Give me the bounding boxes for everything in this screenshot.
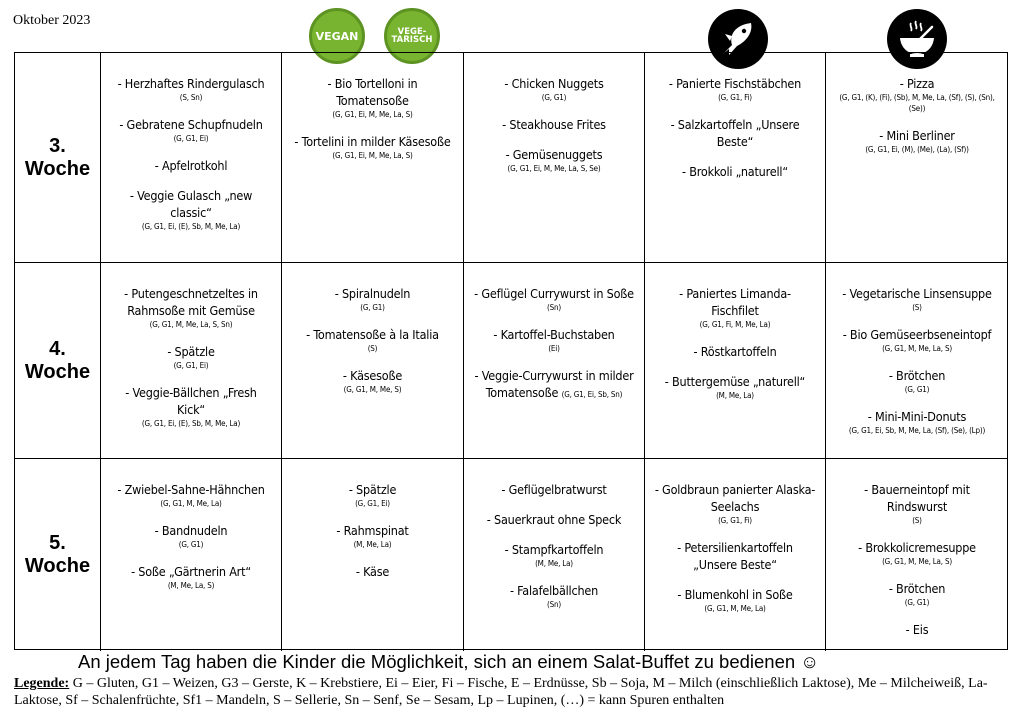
menu-item [826, 127, 1008, 155]
dish-name: - Apfelrotkohl [154, 158, 228, 173]
menu-item [645, 539, 825, 573]
menu-item [826, 326, 1008, 354]
dish-name: - Veggie Gulasch „new classic“ [129, 188, 253, 220]
menu-item [101, 563, 281, 591]
menu-item [282, 75, 463, 120]
allergen-codes: (G, G1) [904, 598, 930, 607]
day-cell [101, 53, 282, 263]
allergen-codes: (M, Me, La) [535, 559, 573, 568]
allergen-codes: (G, G1, Fi) [718, 516, 752, 525]
day-cell [826, 53, 1008, 263]
dish-name: - Chicken Nuggets [504, 76, 604, 91]
menu-item [645, 75, 825, 103]
allergen-codes: (G, G1) [904, 385, 930, 394]
allergen-codes: (G, G1, Ei) [173, 361, 209, 370]
dish-name: - Zwiebel-Sahne-Hähnchen [117, 482, 265, 497]
dish-name: - Käse [355, 564, 390, 579]
menu-item [826, 285, 1008, 313]
legend-title: Legende: [14, 676, 70, 691]
allergen-codes: (G, G1, Ei, Sb, M, Me, La, (Sf), (Se), (Lp)) [848, 426, 986, 435]
allergen-codes: (G, G1, Ei) [173, 134, 209, 143]
menu-item [464, 367, 644, 403]
allergen-codes: (G, G1, Ei, Sb, Sn) [561, 390, 623, 399]
day-cell [464, 459, 645, 651]
menu-item [826, 408, 1008, 436]
menu-item [101, 481, 281, 509]
menu-item [101, 384, 281, 429]
dish-name: - Bio Tortelloni in Tomatensoße [327, 76, 418, 108]
allergen-codes: (G, G1, M, Me, La, S) [882, 344, 952, 353]
week-label [15, 459, 101, 651]
menu-item [101, 187, 281, 232]
day-cell [645, 459, 826, 651]
week-number: 4. Woche [24, 337, 91, 383]
dish-name: - Steakhouse Frites [502, 117, 606, 132]
menu-item [826, 539, 1008, 567]
menu-item [645, 481, 825, 526]
allergen-codes: (S) [912, 303, 922, 312]
dish-name: - Falafelbällchen [509, 583, 599, 598]
dish-name: - Bandnudeln [154, 523, 228, 538]
allergen-codes: (G, G1, Ei, (E), Sb, M, Me, La) [141, 419, 241, 428]
menu-item [826, 481, 1008, 526]
week-label [15, 263, 101, 459]
dish-name: - Bio Gemüseerbseneintopf [842, 327, 992, 342]
dish-name: - Paniertes Limanda-Fischfilet [679, 286, 791, 318]
day-cell [101, 263, 282, 459]
menu-item [464, 285, 644, 313]
vegan-badge-label: VEGAN [315, 29, 359, 43]
menu-item [826, 580, 1008, 608]
menu-item [464, 146, 644, 174]
menu-item [464, 541, 644, 569]
menu-item [645, 343, 825, 360]
menu-item [101, 343, 281, 371]
day-cell [282, 263, 464, 459]
allergen-codes: (G, G1, Fi, M, Me, La) [699, 320, 771, 329]
menu-item [645, 285, 825, 330]
dish-name: - Goldbraun panierter Alaska-Seelachs [654, 482, 816, 514]
allergen-codes: (G, G1, Ei, (E), Sb, M, Me, La) [141, 222, 241, 231]
dish-name: - Spätzle [348, 482, 397, 497]
week-number: 3. Woche [24, 134, 91, 180]
dish-name: - Eis [905, 622, 929, 637]
allergen-codes: (G, G1) [360, 303, 385, 312]
dish-name: - Gebratene Schupfnudeln [119, 117, 263, 132]
allergen-codes: (G, G1, Ei, (M), (Me), (La), (Sf)) [865, 145, 969, 154]
dish-name-with-allergens [464, 367, 644, 403]
dish-name: - Spiralnudeln [334, 286, 411, 301]
dish-name: - Salzkartoffeln „Unsere Beste“ [670, 117, 800, 149]
dish-name: - Geflügel Currywurst in Soße [474, 286, 634, 301]
dish-name: - Brötchen [888, 368, 946, 383]
dish-name: - Käsesoße [342, 368, 403, 383]
dish-name: - Vegetarische Linsensuppe [842, 286, 992, 301]
dish-name: - Sauerkraut ohne Speck [486, 512, 622, 527]
dish-name: - Rahmspinat [336, 523, 409, 538]
day-cell [282, 459, 464, 651]
allergen-codes: (G, G1, M, Me, S) [343, 385, 402, 394]
menu-item [464, 582, 644, 610]
allergen-codes: (G, G1, M, Me, La, S, Sn) [149, 320, 233, 329]
dish-name: - Brokkoli „naturell“ [682, 164, 788, 179]
dish-name: - Brokkolicremesuppe [858, 540, 976, 555]
menu-item [464, 481, 644, 498]
menu-item [101, 75, 281, 103]
dish-name: - Mini-Mini-Donuts [867, 409, 967, 424]
allergen-codes: (G, G1) [541, 93, 567, 102]
dish-name: - Röstkartoffeln [693, 344, 777, 359]
allergen-codes: (Sn) [547, 600, 561, 609]
dish-name: - Kartoffel-Buchstaben [493, 327, 615, 342]
menu-item [282, 367, 463, 395]
dish-name: - Veggie-Bällchen „Fresh Kick“ [125, 385, 257, 417]
day-cell [645, 263, 826, 459]
menu-item [464, 116, 644, 133]
menu-item [282, 563, 463, 580]
menu-item [645, 116, 825, 150]
dish-name: - Spätzle [167, 344, 215, 359]
day-cell [101, 459, 282, 651]
allergen-codes: (G, G1, M, Me, La, S) [882, 557, 952, 566]
allergen-codes: (G, G1, (K), (Fi), (Sb), M, Me, La, (Sf), (S), (Sn), (Se)) [839, 93, 995, 113]
menu-item [464, 75, 644, 103]
menu-item [645, 586, 825, 614]
allergen-codes: (S) [912, 516, 922, 525]
menu-item [826, 75, 1008, 114]
dish-name: - Tomatensoße à la Italia [306, 327, 439, 342]
day-cell [464, 53, 645, 263]
menu-item [282, 285, 463, 313]
dish-name: - Mini Berliner [879, 128, 955, 143]
dish-name: - Gemüsenuggets [505, 147, 603, 162]
allergen-codes: (G, G1) [178, 540, 204, 549]
week-number: 5. Woche [24, 532, 91, 577]
dish-name: - Herzhaftes Rindergulasch [117, 76, 265, 91]
allergen-codes: (G, G1, Ei, M, Me, La, S, Se) [507, 164, 601, 173]
allergen-codes: (M, Me, La, S) [167, 581, 215, 590]
day-cell [826, 263, 1008, 459]
menu-item [826, 621, 1008, 638]
legend-text: G – Gluten, G1 – Weizen, G3 – Gerste, K – Krebstiere, Ei – Eier, Fi – Fische, E – Erdnüsse, Sb – Soja, M – Milch (einschließlich Laktose), Me – Milcheiweiß, La- Laktose, Sf – Schalenfrüchte, Sf1 – Mandeln, S – Sellerie, Sn – Senf, Se – Sesam, Lp – Lupinen, (…) = kann Spuren enthalten [14, 676, 988, 708]
allergen-codes: (G, G1, Ei, M, Me, La, S) [332, 110, 413, 119]
menu-item [101, 157, 281, 174]
dish-name: - Soße „Gärtnerin Art“ [131, 564, 251, 579]
menu-item [826, 367, 1008, 395]
menu-item [464, 326, 644, 354]
menu-table [14, 52, 1008, 650]
allergen-codes: (Ei) [548, 344, 560, 353]
dish-name: - Stampfkartoffeln [504, 542, 604, 557]
allergen-codes: (G, G1, M, Me, La) [160, 499, 222, 508]
menu-item [101, 116, 281, 144]
day-cell [282, 53, 464, 263]
allergen-codes: (M, Me, La) [353, 540, 392, 549]
week-label [15, 53, 101, 263]
dish-name: - Panierte Fischstäbchen [668, 76, 802, 91]
menu-item [101, 285, 281, 330]
menu-item [645, 373, 825, 401]
dish-name: - Petersilienkartoffeln „Unsere Beste“ [677, 540, 793, 572]
allergen-codes: (G, G1, Fi) [718, 93, 752, 102]
dish-name: - Pizza [899, 76, 935, 91]
salad-buffet-note: An jedem Tag haben die Kinder die Möglichkeit, sich an einem Salat-Buffet zu bedienen ☺ [78, 651, 820, 672]
menu-item [282, 481, 463, 509]
menu-item [101, 522, 281, 550]
dish-name: - Putengeschnetzeltes in Rahmsoße mit Gemüse [124, 286, 258, 318]
menu-item [282, 133, 463, 161]
menu-item [282, 326, 463, 354]
allergen-codes: (G, G1, Ei) [355, 499, 390, 508]
dish-name: - Brötchen [888, 581, 946, 596]
allergen-codes: (Sn) [547, 303, 561, 312]
day-cell [645, 53, 826, 263]
month-title: Oktober 2023 [13, 13, 91, 28]
allergen-codes: (G, G1, Ei, M, Me, La, S) [332, 151, 413, 160]
allergen-legend [14, 675, 1009, 709]
allergen-codes: (G, G1, M, Me, La) [704, 604, 766, 613]
menu-item [464, 511, 644, 528]
allergen-codes: (M, Me, La) [716, 391, 754, 400]
day-cell [826, 459, 1008, 651]
dish-name: - Buttergemüse „naturell“ [664, 374, 806, 389]
menu-item [645, 163, 825, 180]
dish-name: - Blumenkohl in Soße [677, 587, 793, 602]
dish-name: - Geflügelbratwurst [501, 482, 607, 497]
allergen-codes: (S) [367, 344, 378, 353]
dish-name: - Tortelini in milder Käsesoße [294, 134, 451, 149]
day-cell [464, 263, 645, 459]
vegetarisch-badge-label: VEGE- TARISCH [391, 26, 433, 45]
dish-name: - Bauerneintopf mit Rindswurst [864, 482, 970, 514]
menu-item [282, 522, 463, 550]
allergen-codes: (S, Sn) [179, 93, 203, 102]
dish-name: - Veggie-Currywurst in milder Tomatensoße [474, 368, 634, 400]
